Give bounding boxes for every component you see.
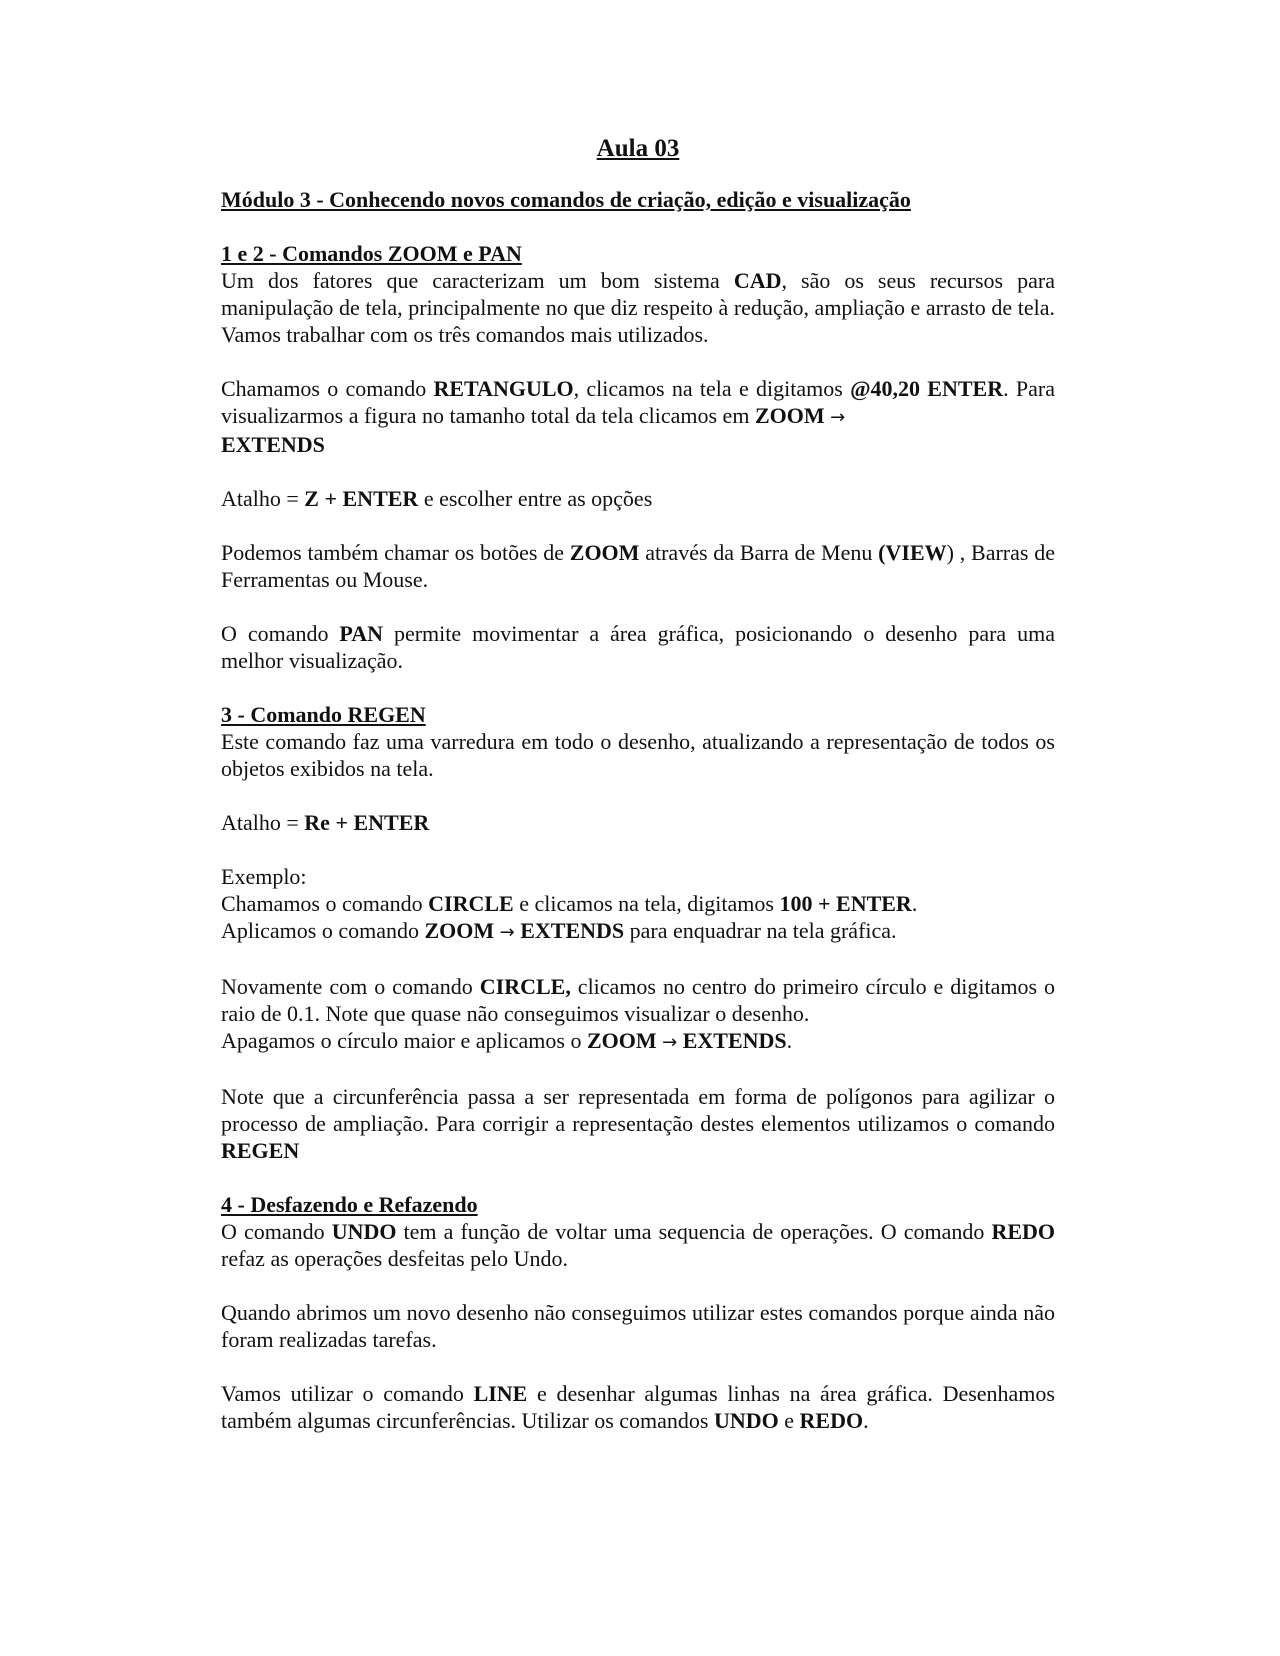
section-regen [221,701,1055,1164]
document-page [221,128,1055,1434]
paragraph: Chamamos o comando RETANGULO, clicamos na tela e digitamos @40,20 ENTER. Para visualizarmos a figura no tamanho total da tela clicamos em ZOOM → EXTENDS [221,376,1055,457]
paragraph: Novamente com o comando CIRCLE, clicamos no centro do primeiro círculo e digitamos o raio de 0.1. Note que quase não conseguimos visualizar o desenho. Apagamos o círculo maior e aplicamos o ZOOM → EXTENDS. [221,974,1055,1053]
arrow-right-icon: → [499,922,515,943]
section-heading-undo-redo: 4 - Desfazendo e Refazendo [221,1192,478,1217]
arrow-right-icon: → [662,1032,678,1053]
paragraph: Este comando faz uma varredura em todo o desenho, atualizando a representação de todos os objetos exibidos na tela. [221,729,1055,781]
section-zoom-pan [221,240,1055,674]
paragraph: Atalho = Z + ENTER e escolher entre as opções [221,486,653,511]
page-title: Aula 03 [596,135,680,162]
paragraph: Atalho = Re + ENTER [221,810,430,835]
paragraph: Vamos utilizar o comando LINE e desenhar algumas linhas na área gráfica. Desenhamos também algumas circunferências. Utilizar os comandos UNDO e REDO. [221,1381,1055,1433]
section-heading-regen: 3 - Comando REGEN [221,702,426,727]
paragraph: Exemplo: Chamamos o comando CIRCLE e clicamos na tela, digitamos 100 + ENTER. Aplicamos o comando ZOOM → EXTENDS para enquadrar na tela gráfica. [221,864,918,943]
section-heading-zoom-pan: 1 e 2 - Comandos ZOOM e PAN [221,241,522,266]
paragraph: Um dos fatores que caracterizam um bom sistema CAD, são os seus recursos para manipulação de tela, principalmente no que diz respeito à redução, ampliação e arrasto de tela. Vamos trabalhar com os três comandos mais utilizados. [221,268,1055,347]
module-heading: Módulo 3 - Conhecendo novos comandos de criação, edição e visualização [221,187,911,212]
paragraph: Quando abrimos um novo desenho não conseguimos utilizar estes comandos porque ainda não foram realizadas tarefas. [221,1300,1055,1352]
paragraph: O comando PAN permite movimentar a área gráfica, posicionando o desenho para uma melhor visualização. [221,621,1055,673]
arrow-right-icon: → [830,407,846,428]
paragraph: Podemos também chamar os botões de ZOOM através da Barra de Menu (VIEW) , Barras de Ferramentas ou Mouse. [221,540,1055,592]
paragraph: O comando UNDO tem a função de voltar uma sequencia de operações. O comando REDO refaz as operações desfeitas pelo Undo. [221,1219,1055,1271]
section-undo-redo [221,1191,1055,1434]
paragraph: Note que a circunferência passa a ser representada em forma de polígonos para agilizar o processo de ampliação. Para corrigir a representação destes elementos utilizamos o comando REGEN [221,1084,1055,1163]
